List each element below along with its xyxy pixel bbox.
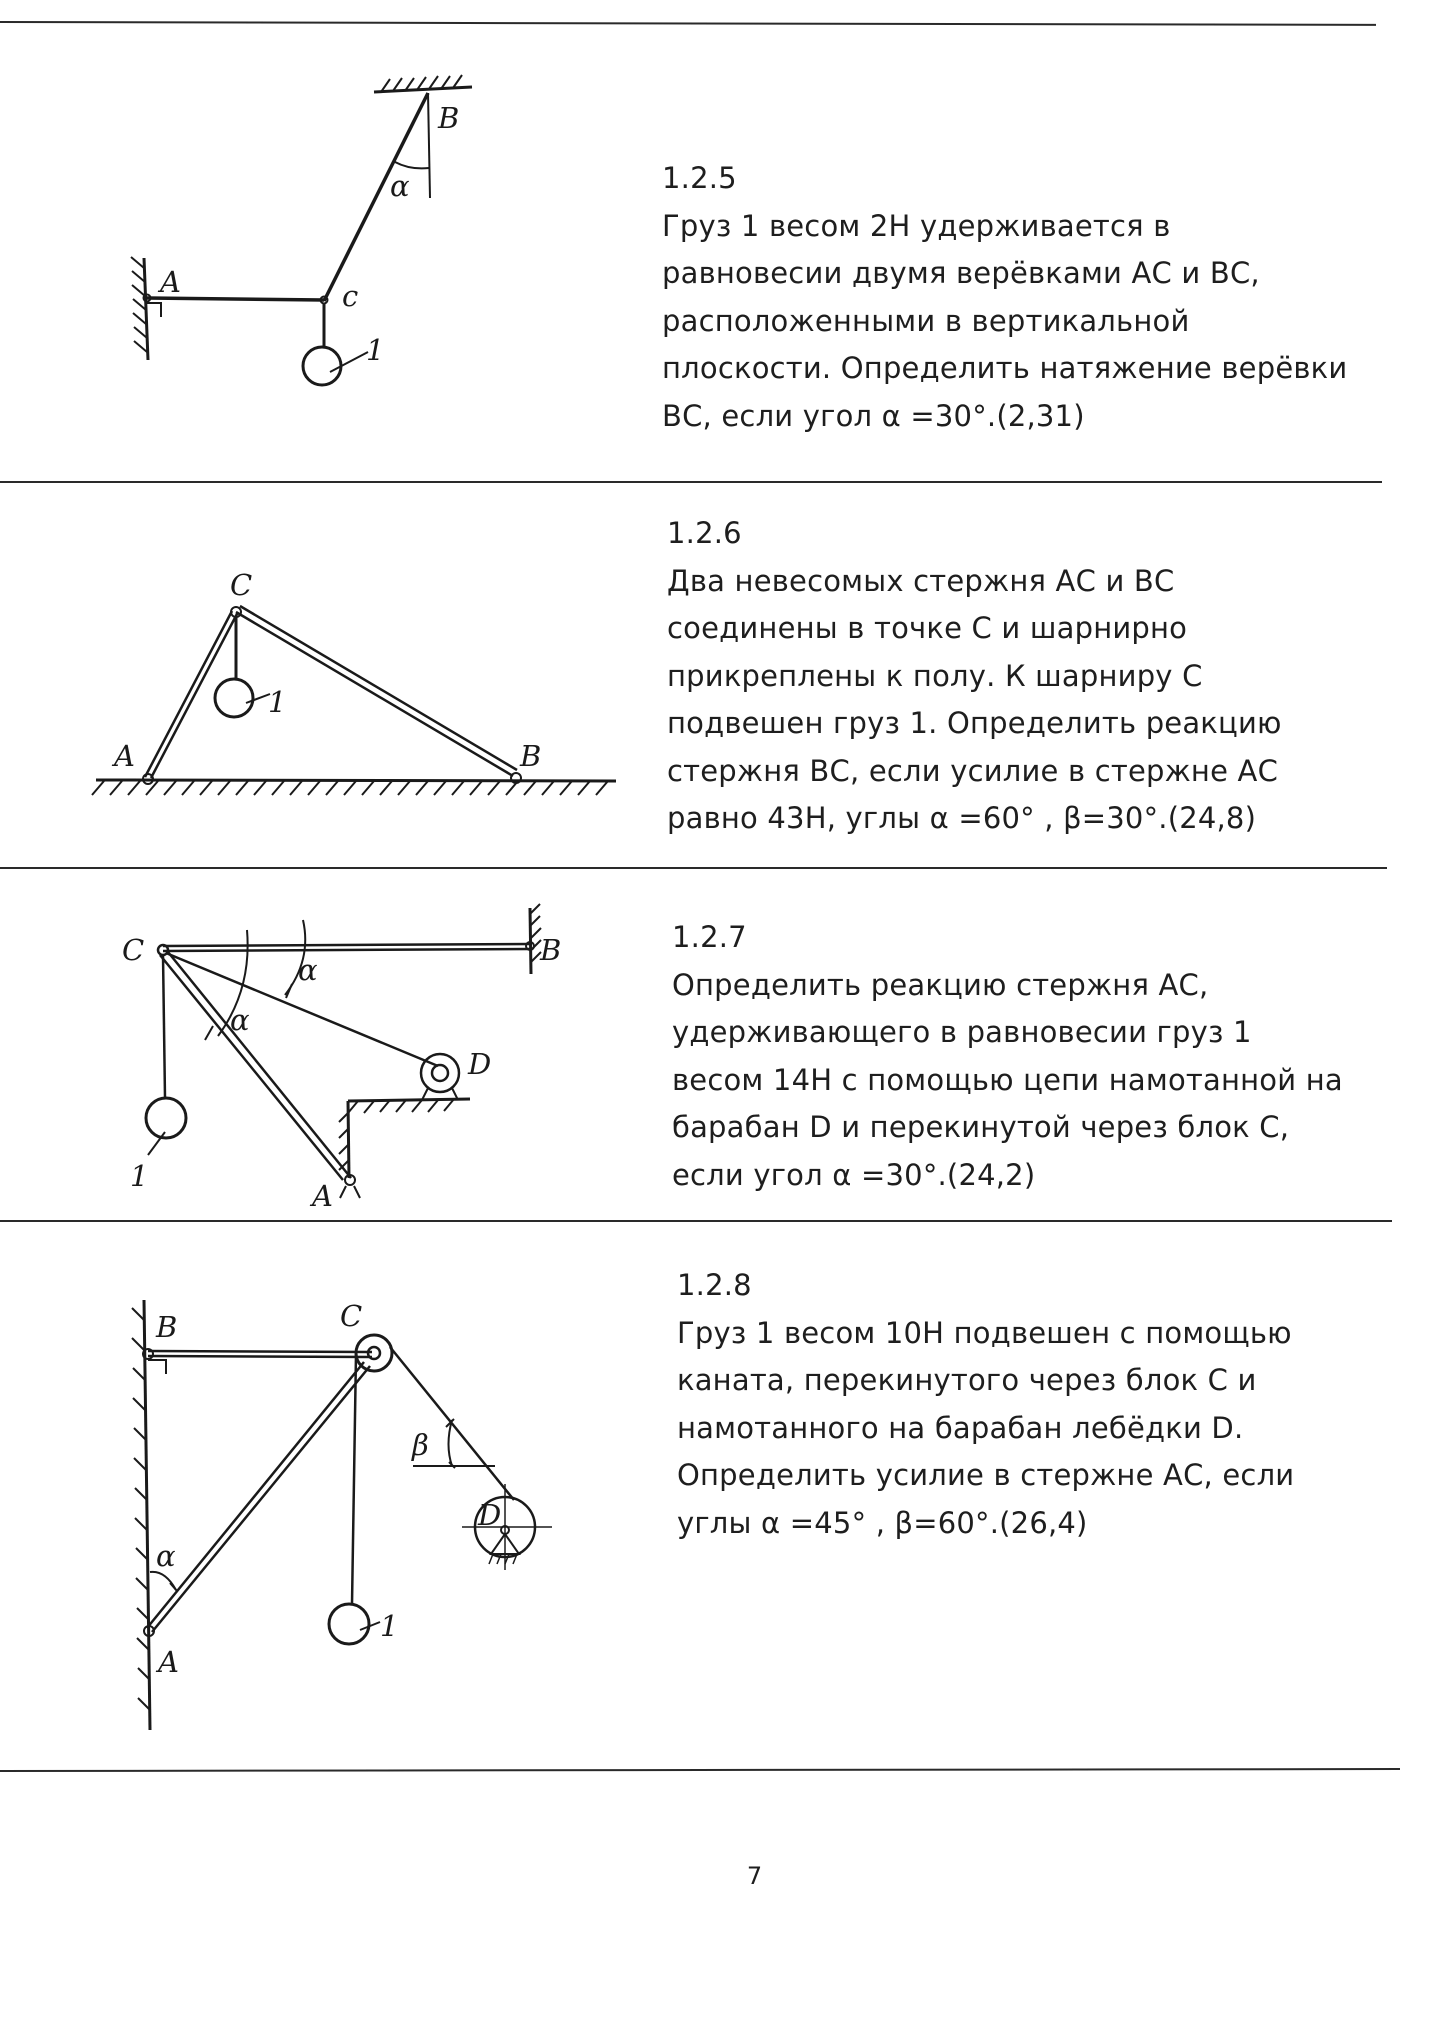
label-b: B	[520, 739, 542, 773]
left-wall	[144, 1300, 150, 1730]
problem-statement: Груз 1 весом 10Н подвешен с помощью каната, перекинутого через блок С и намотанного на барабан лебёдки D. Определить усилие в стержне АС, если углы α =45° , β=60°.(26,4)	[677, 1315, 1295, 1540]
rod-bc	[148, 1351, 372, 1352]
rope-to-load	[352, 1354, 356, 1604]
label-c: c	[342, 279, 359, 313]
angle-arc-alpha	[150, 1572, 176, 1590]
label-alpha-2: α	[298, 953, 318, 987]
label-c: C	[122, 933, 145, 967]
problem-statement: Определить реакцию стержня АС, удерживающего в равновесии груз 1 весом 14Н с помощью цепи намотанной на барабан D и перекинутой через блок С, если угол α =30°.(24,2)	[672, 967, 1343, 1192]
right-angle-mark	[148, 1360, 166, 1374]
problem-number: 1.2.7	[672, 920, 747, 954]
label-a: A	[160, 265, 181, 299]
problem-text-block	[667, 510, 1387, 843]
problem-text-block	[662, 155, 1382, 440]
label-alpha: α	[390, 169, 410, 203]
label-load: 1	[366, 333, 385, 367]
label-beta: β	[412, 1428, 429, 1462]
label-c: C	[230, 568, 253, 602]
figure-1-2-8	[0, 0, 600, 1784]
label-a: A	[114, 739, 135, 773]
problem-statement: Два невесомых стержня АС и ВС соединены в точке С и шарнирно прикреплены к полу. К шарниру С подвешен груз 1. Определить реакцию стержня ВС, если усилие в стержне АС равно 43Н, углы α =60° , β=30°.(24,8)	[667, 563, 1282, 835]
label-b: B	[540, 933, 562, 967]
problem-text-block	[672, 914, 1392, 1199]
problem-number: 1.2.5	[662, 161, 737, 195]
problem-statement: Груз 1 весом 2Н удерживается в равновесии двумя верёвками АС и ВС, расположенными в вертикальной плоскости. Определить натяжение верёвки ВС, если угол α =30°.(2,31)	[662, 208, 1348, 433]
label-b: B	[438, 101, 460, 135]
label-alpha-1: α	[230, 1003, 250, 1037]
label-alpha: α	[156, 1539, 176, 1573]
label-d: D	[478, 1498, 502, 1532]
problem-text-block	[677, 1262, 1397, 1547]
label-load: 1	[130, 1159, 149, 1193]
page-number: 7	[746, 1862, 763, 1890]
rod-ac	[147, 1362, 364, 1628]
label-a: A	[158, 1645, 179, 1679]
load-1	[329, 1604, 369, 1644]
label-d: D	[468, 1047, 492, 1081]
label-b: B	[156, 1310, 178, 1344]
label-load: 1	[268, 685, 287, 719]
problem-number: 1.2.8	[677, 1268, 752, 1302]
label-load: 1	[380, 1609, 399, 1643]
angle-arc-beta	[449, 1420, 453, 1466]
problem-number: 1.2.6	[667, 516, 742, 550]
label-c: C	[340, 1299, 363, 1333]
label-a: A	[312, 1179, 333, 1213]
